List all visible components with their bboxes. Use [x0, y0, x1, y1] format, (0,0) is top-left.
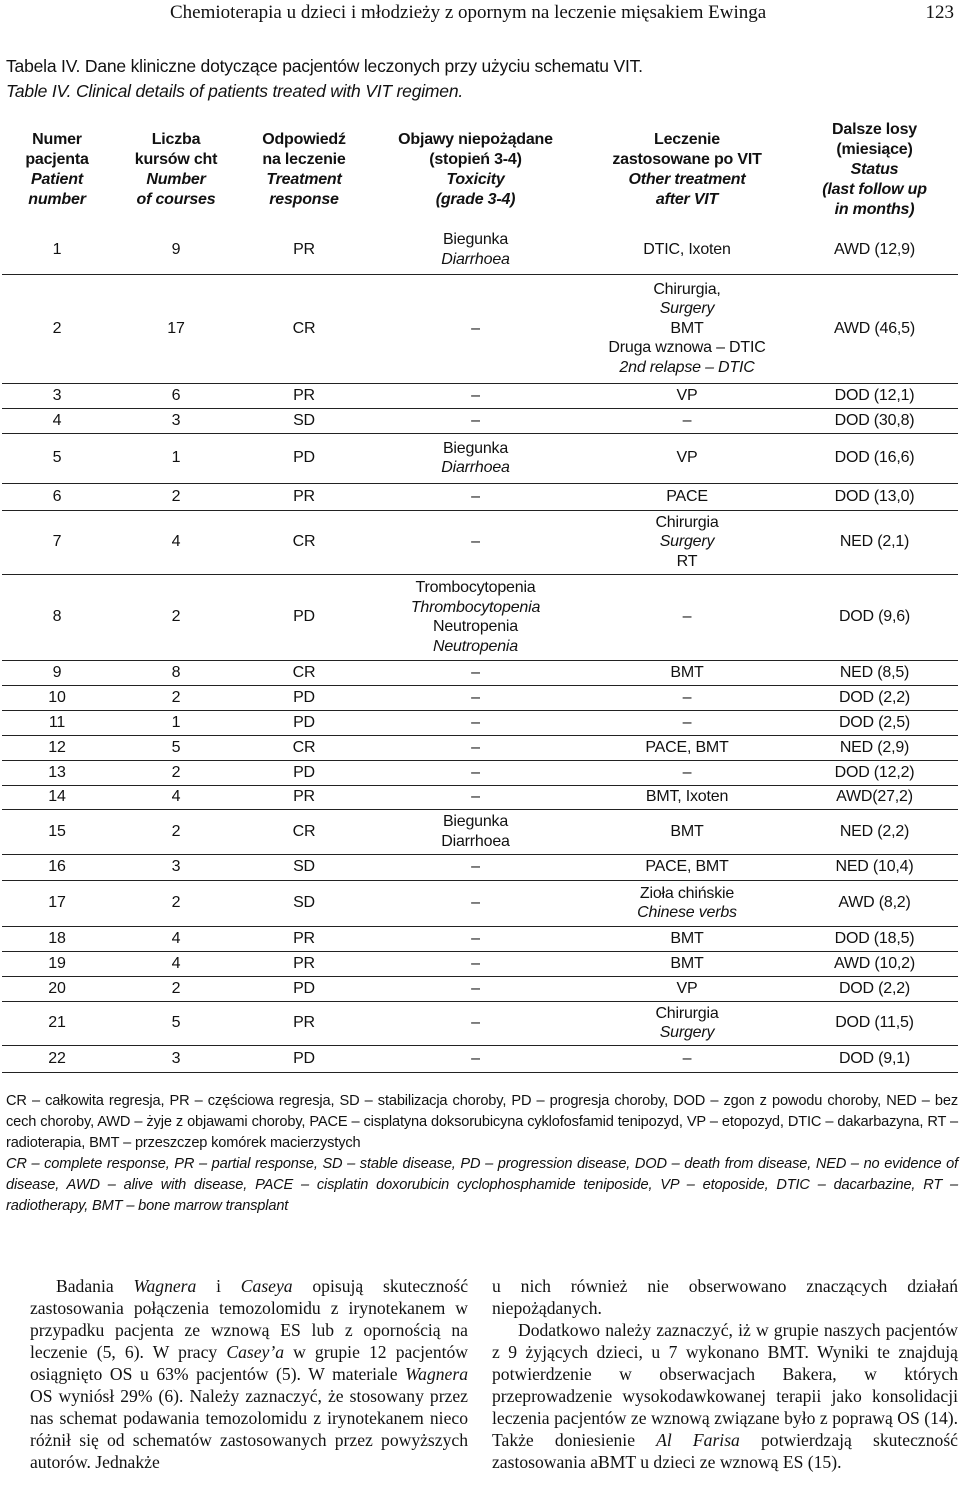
cell-toxicity	[368, 880, 583, 926]
cell-line: –	[471, 411, 480, 429]
cell-toxicity	[368, 383, 583, 408]
table-row	[2, 226, 958, 274]
header-label-en: of courses	[136, 191, 216, 208]
cell-courses: 2	[112, 880, 240, 926]
header-label-pl: (miesiące)	[836, 141, 913, 158]
cell-toxicity	[368, 226, 583, 274]
cell-line: PACE, BMT	[645, 738, 729, 756]
cell-line: Chinese verbs	[637, 904, 737, 921]
header-label-pl: zastosowane po VIT	[612, 151, 762, 168]
table-row	[2, 685, 958, 710]
cell-toxicity	[368, 1045, 583, 1072]
italic-run: Al Farisa	[656, 1430, 740, 1450]
cell-line: –	[682, 608, 692, 626]
cell-line: –	[471, 788, 480, 806]
table-row	[2, 785, 958, 809]
cell-line: Chirurgia,	[653, 280, 721, 298]
table-row	[2, 383, 958, 408]
header-label-pl: Liczba	[151, 131, 201, 148]
cell-response: SD	[240, 880, 368, 926]
cell-response: CR	[240, 809, 368, 854]
cell-line: –	[471, 663, 480, 681]
italic-run: Wagnera	[133, 1276, 197, 1296]
header-label-pl: Odpowiedź	[262, 131, 346, 148]
cell-response: CR	[240, 660, 368, 685]
cell-courses: 4	[112, 926, 240, 951]
cell-line: Diarrhoea	[441, 459, 510, 476]
cell-line: Chirurgia	[655, 1004, 719, 1022]
cell-response: CR	[240, 735, 368, 760]
cell-other-treatment	[583, 809, 791, 854]
cell-line: Biegunka	[442, 439, 509, 457]
paragraph-right-1: u nich również nie obserwowano znaczących działań niepożądanych.	[492, 1276, 958, 1318]
cell-patient-number: 15	[2, 809, 112, 854]
cell-toxicity	[368, 951, 583, 976]
cell-line: –	[682, 1049, 692, 1067]
cell-response: PR	[293, 241, 315, 258]
cell-line: Neutropenia	[433, 618, 518, 635]
cell-response: PR	[240, 926, 368, 951]
cell-courses: 5	[112, 1001, 240, 1045]
cell-other-treatment	[583, 274, 791, 383]
cell-line: –	[471, 738, 480, 756]
cell-toxicity	[368, 854, 583, 880]
cell-courses: 2	[112, 760, 240, 785]
text-run: i	[196, 1276, 241, 1296]
cell-response: PD	[240, 710, 368, 735]
header-label-en: Other treatment	[628, 171, 746, 188]
header-label-pl: Objawy niepożądane	[398, 131, 553, 148]
cell-status: AWD(27,2)	[791, 785, 958, 809]
cell-line: Trombocytopenia	[415, 579, 536, 596]
text-run: Badania	[56, 1276, 134, 1296]
cell-patient-number: 16	[2, 854, 112, 880]
table-footnotes	[6, 1091, 958, 1217]
cell-toxicity	[368, 976, 583, 1001]
header-label-en: Patient	[31, 171, 83, 188]
cell-status: DOD (9,6)	[791, 574, 958, 660]
cell-status: DOD (30,8)	[791, 408, 958, 433]
footnote-english: CR – complete response, PR – partial response, SD – stable disease, PD – progression disease, DOD – death from disease, NED – no evidence of disease, AWD – alive with disease, PACE – cisplatin doxorubicin cyclophosphamide teniposide, VP – etoposide, DTIC – dacarbazine, RT – radiotherapy, BMT – bone marrow transplant	[6, 1156, 958, 1214]
cell-line: –	[471, 688, 480, 706]
cell-line: BMT	[670, 822, 704, 840]
cell-response: PD	[240, 760, 368, 785]
cell-line: BMT	[670, 954, 704, 972]
cell-other-treatment	[583, 1045, 791, 1072]
text-run: potwierdzają skuteczność zastosowania aBMT u dzieci ze wznową ES (15).	[492, 1430, 958, 1472]
cell-response: PD	[240, 976, 368, 1001]
cell-line: Surgery	[659, 533, 715, 551]
cell-line: BMT	[670, 663, 704, 681]
cell-status: AWD (46,5)	[791, 274, 958, 383]
text-run: Dodatkowo należy zaznaczyć, iż w grupie naszych pacjentów z 9 żyjących dzieci, u 7 wykonano BMT. Wyniki te znajdują potwierdzenie w obserwacjach Bakera, w których przeprowadzenie wysokodawkowanej terapii jako konsolidacji leczenia pacjentów ze wznową związane było z poprawą OS (14). Także doniesienie	[492, 1320, 958, 1450]
cell-toxicity	[368, 710, 583, 735]
cell-response: PR	[240, 483, 368, 510]
header-label-en: after VIT	[655, 191, 719, 208]
cell-status: DOD (16,6)	[791, 433, 958, 483]
table-row	[2, 809, 958, 854]
cell-patient-number: 19	[2, 951, 112, 976]
cell-status: AWD (10,2)	[791, 951, 958, 976]
cell-other-treatment	[583, 785, 791, 809]
cell-courses: 2	[112, 976, 240, 1001]
cell-line: 2nd relapse – DTIC	[619, 358, 755, 376]
cell-patient-number: 13	[2, 760, 112, 785]
cell-line: Thrombocytopenia	[410, 598, 541, 616]
cell-status: NED (8,5)	[791, 660, 958, 685]
cell-line: Biegunka	[442, 813, 509, 830]
cell-patient-number: 6	[2, 483, 112, 510]
table-row	[2, 510, 958, 574]
cell-other-treatment	[583, 710, 791, 735]
paragraph-left	[30, 1275, 468, 1473]
clinical-details-table	[2, 114, 958, 1073]
cell-line: –	[471, 1014, 480, 1032]
header-label-pl: Numer	[32, 131, 82, 148]
cell-other-treatment	[583, 383, 791, 408]
cell-other-treatment	[583, 685, 791, 710]
cell-status: DOD (12,2)	[791, 760, 958, 785]
cell-line: VP	[676, 449, 698, 467]
cell-other-treatment	[583, 1001, 791, 1045]
cell-status: AWD (8,2)	[791, 880, 958, 926]
cell-patient-number: 12	[2, 735, 112, 760]
cell-courses: 3	[112, 408, 240, 433]
cell-toxicity	[368, 433, 583, 483]
table-row	[2, 274, 958, 383]
cell-response: PD	[240, 433, 368, 483]
italic-run: Wagnera	[405, 1364, 468, 1384]
cell-line: Diarrhoea	[441, 832, 510, 850]
cell-patient-number: 20	[2, 976, 112, 1001]
italic-run: Casey’a	[226, 1342, 284, 1362]
header-label-en: (last follow up	[822, 181, 927, 198]
cell-other-treatment	[583, 510, 791, 574]
cell-line: PACE, BMT	[645, 858, 729, 876]
cell-line: –	[682, 688, 692, 706]
cell-other-treatment	[583, 226, 791, 274]
cell-line: –	[682, 713, 692, 731]
cell-patient-number: 11	[2, 710, 112, 735]
cell-line: –	[471, 954, 480, 972]
cell-toxicity	[368, 926, 583, 951]
col-courses-header	[112, 114, 240, 226]
cell-toxicity	[368, 660, 583, 685]
cell-line: –	[471, 533, 480, 551]
col-response-header	[240, 114, 368, 226]
cell-line: –	[471, 763, 480, 781]
cell-response: PD	[240, 574, 368, 660]
cell-toxicity	[368, 809, 583, 854]
cell-line: Surgery	[659, 300, 715, 318]
cell-line: PACE	[666, 487, 708, 505]
text-column-right	[492, 1275, 958, 1473]
cell-line: Surgery	[659, 1024, 715, 1041]
cell-other-treatment	[583, 483, 791, 510]
header-label-en: in months)	[834, 201, 915, 218]
caption-english: Table IV. Clinical details of patients treated with VIT regimen.	[6, 81, 464, 101]
cell-courses: 9	[171, 241, 181, 258]
cell-line: Chirurgia	[655, 513, 719, 531]
cell-line: –	[471, 858, 480, 876]
cell-response: PD	[240, 685, 368, 710]
col-status-header	[791, 114, 958, 226]
cell-toxicity	[368, 685, 583, 710]
header-label-pl: Leczenie	[654, 131, 720, 148]
cell-courses: 8	[112, 660, 240, 685]
cell-line: BMT	[670, 929, 704, 947]
cell-line: BMT, Ixoten	[645, 788, 729, 806]
cell-other-treatment	[583, 433, 791, 483]
cell-toxicity	[368, 735, 583, 760]
cell-line: Druga wznowa – DTIC	[608, 339, 766, 357]
cell-patient-number: 1	[52, 241, 62, 258]
cell-response: PR	[240, 383, 368, 408]
cell-status: NED (2,2)	[791, 809, 958, 854]
cell-courses: 2	[112, 685, 240, 710]
table-row	[2, 760, 958, 785]
table-caption	[6, 54, 643, 104]
header-label-pl: Dalsze losy	[832, 121, 917, 138]
page-number: 123	[925, 2, 954, 23]
cell-other-treatment	[583, 926, 791, 951]
header-label-en: Number	[146, 171, 206, 188]
header-label-en: Status	[850, 161, 899, 178]
cell-status: DOD (2,5)	[791, 710, 958, 735]
cell-patient-number: 4	[2, 408, 112, 433]
cell-line: –	[471, 1049, 480, 1067]
cell-toxicity	[368, 760, 583, 785]
header-label-en: (grade 3-4)	[435, 191, 516, 208]
table-row	[2, 951, 958, 976]
cell-courses: 3	[112, 854, 240, 880]
cell-line: VP	[676, 979, 698, 997]
cell-courses: 4	[112, 510, 240, 574]
header-label-pl: (stopień 3-4)	[429, 151, 522, 168]
cell-courses: 2	[112, 574, 240, 660]
table-row	[2, 574, 958, 660]
table-row	[2, 1001, 958, 1045]
cell-other-treatment	[583, 660, 791, 685]
table-row	[2, 880, 958, 926]
cell-patient-number: 18	[2, 926, 112, 951]
header-label-en: response	[269, 191, 339, 208]
cell-patient-number: 22	[2, 1045, 112, 1072]
cell-response: SD	[240, 854, 368, 880]
header-label-pl: na leczenie	[262, 151, 346, 168]
cell-status: DOD (13,0)	[791, 483, 958, 510]
footnote-polish: CR – całkowita regresja, PR – częściowa regresja, SD – stabilizacja choroby, PD – progresja choroby, DOD – zgon z powodu choroby, NED – bez cech choroby, AWD – żyje z objawami choroby, PACE – cisplatyna doksorubicyna cyklofosfamid tenipozyd, VP – etopozyd, DTIC – dakarbazyna, RT – radioterapia, BMT – przeszczep komórek macierzystych	[6, 1093, 958, 1151]
cell-line: –	[471, 894, 480, 912]
cell-courses: 1	[112, 433, 240, 483]
table-row	[2, 735, 958, 760]
text-run: OS wyniósł 29% (6). Należy zaznaczyć, że stosowany przez nas schemat podawania temozolomidu z irynotekanem nieco różnił się od schematów zastosowanych przez powyższych autorów. Jednakże	[30, 1386, 468, 1472]
col-other-treatment-header	[583, 114, 791, 226]
table-row	[2, 433, 958, 483]
cell-toxicity	[368, 483, 583, 510]
cell-line: RT	[676, 552, 698, 570]
cell-courses: 1	[112, 710, 240, 735]
table-row	[2, 926, 958, 951]
table-body	[2, 226, 958, 1072]
cell-courses: 5	[112, 735, 240, 760]
cell-line: Zioła chińskie	[639, 884, 735, 902]
text-run: w grupie 12 pacjentów osiągnięto OS u 63% pacjentów (5). W materiale	[30, 1342, 469, 1384]
cell-toxicity	[368, 574, 583, 660]
table-row	[2, 408, 958, 433]
cell-toxicity	[368, 1001, 583, 1045]
cell-line: Biegunka	[442, 231, 509, 249]
cell-toxicity	[368, 785, 583, 809]
cell-line: –	[471, 386, 480, 404]
cell-patient-number: 7	[2, 510, 112, 574]
table-header-row	[2, 114, 958, 226]
table-row	[2, 660, 958, 685]
cell-line: –	[471, 713, 480, 731]
cell-response: PR	[240, 1001, 368, 1045]
cell-patient-number: 2	[2, 274, 112, 383]
cell-response: PD	[240, 1045, 368, 1072]
cell-line: Neutropenia	[433, 637, 518, 655]
cell-status: NED (2,1)	[791, 510, 958, 574]
cell-patient-number: 17	[2, 880, 112, 926]
cell-courses: 17	[112, 274, 240, 383]
cell-patient-number: 8	[2, 574, 112, 660]
header-label-pl: kursów cht	[134, 151, 218, 168]
cell-patient-number: 14	[2, 785, 112, 809]
table-row	[2, 1045, 958, 1072]
cell-status: DOD (12,1)	[791, 383, 958, 408]
cell-response: PR	[240, 785, 368, 809]
italic-run: Caseya	[240, 1276, 293, 1296]
table-row	[2, 710, 958, 735]
running-title: Chemioterapia u dzieci i młodzieży z opornym na leczenie mięsakiem Ewinga	[170, 2, 767, 23]
cell-line: –	[471, 487, 480, 505]
cell-courses: 4	[112, 785, 240, 809]
table-row	[2, 483, 958, 510]
cell-other-treatment	[583, 880, 791, 926]
caption-polish: Tabela IV. Dane kliniczne dotyczące pacjentów leczonych przy użyciu schematu VIT.	[6, 56, 643, 76]
cell-status: DOD (18,5)	[791, 926, 958, 951]
cell-other-treatment	[583, 735, 791, 760]
cell-line: DTIC, Ixoten	[643, 241, 731, 258]
header-label-en: Toxicity	[446, 171, 505, 188]
cell-courses: 2	[112, 483, 240, 510]
cell-patient-number: 9	[2, 660, 112, 685]
cell-other-treatment	[583, 760, 791, 785]
cell-patient-number: 10	[2, 685, 112, 710]
running-header	[0, 0, 960, 26]
header-label-pl: pacjenta	[25, 151, 89, 168]
col-toxicity-header	[368, 114, 583, 226]
col-patient-number-header	[2, 114, 112, 226]
cell-other-treatment	[583, 408, 791, 433]
cell-line: VP	[676, 386, 698, 404]
cell-courses: 6	[112, 383, 240, 408]
cell-line: –	[471, 929, 480, 947]
cell-patient-number: 5	[2, 433, 112, 483]
header-label-en: number	[28, 191, 86, 208]
cell-other-treatment	[583, 951, 791, 976]
cell-status: DOD (11,5)	[791, 1001, 958, 1045]
cell-other-treatment	[583, 854, 791, 880]
header-label-en: Treatment	[266, 171, 342, 188]
cell-response: CR	[240, 274, 368, 383]
cell-status: NED (10,4)	[791, 854, 958, 880]
cell-courses: 2	[112, 809, 240, 854]
cell-other-treatment	[583, 976, 791, 1001]
cell-courses: 4	[112, 951, 240, 976]
cell-line: –	[682, 411, 692, 429]
cell-response: SD	[240, 408, 368, 433]
cell-response: CR	[240, 510, 368, 574]
cell-line: –	[682, 763, 692, 781]
cell-courses: 3	[112, 1045, 240, 1072]
cell-line: Diarrhoea	[441, 250, 510, 268]
cell-patient-number: 3	[2, 383, 112, 408]
cell-other-treatment	[583, 574, 791, 660]
text-column-left	[30, 1275, 468, 1473]
table-row	[2, 854, 958, 880]
cell-status: NED (2,9)	[791, 735, 958, 760]
cell-toxicity	[368, 510, 583, 574]
cell-patient-number: 21	[2, 1001, 112, 1045]
cell-response: PR	[240, 951, 368, 976]
cell-status: AWD (12,9)	[834, 241, 915, 258]
table-row	[2, 976, 958, 1001]
cell-line: –	[471, 319, 480, 337]
text-run: opisują skuteczność zastosowania połączenia temozolomidu z irynotekanem w przypadku pacjenta ze wznową ES lub z opornością na leczenie (5, 6). W pracy	[30, 1276, 468, 1362]
cell-line: –	[471, 979, 480, 997]
cell-status: DOD (2,2)	[791, 685, 958, 710]
cell-toxicity	[368, 408, 583, 433]
cell-status: DOD (9,1)	[791, 1045, 958, 1072]
cell-line: BMT	[670, 319, 704, 337]
cell-status: DOD (2,2)	[791, 976, 958, 1001]
paragraph-right-2	[492, 1319, 958, 1473]
cell-toxicity	[368, 274, 583, 383]
